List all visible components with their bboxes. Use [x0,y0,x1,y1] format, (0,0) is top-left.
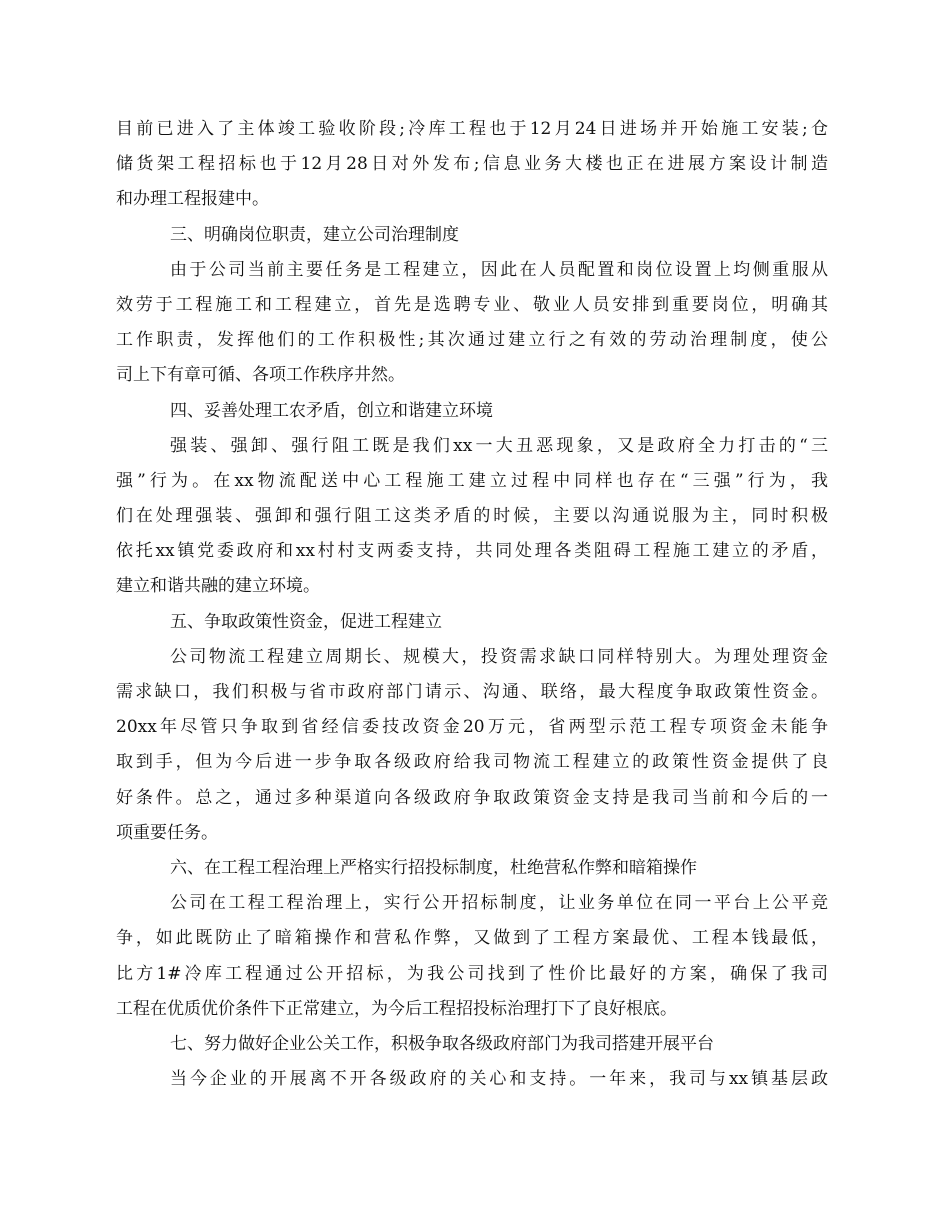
paragraph-line: 公司物流工程建立周期长、规模大，投资需求缺口同样特别大。为理处理资金 [170,646,828,667]
paragraph-line: 比方1#冷库工程通过公开招标，为我公司找到了性价比最好的方案，确保了我司 [116,963,828,984]
section-heading-7: 七、努力做好企业公关工作，积极争取各级政府部门为我司搭建开展平台 [170,1033,714,1054]
paragraph-line: 争，如此既防止了暗箱操作和营私作弊，又做到了工程方案最优、工程本钱最低， [116,928,828,949]
section-heading-3: 三、明确岗位职责，建立公司治理制度 [170,224,459,245]
paragraph-line: 由于公司当前主要任务是工程建立，因此在人员配置和岗位设置上均侧重服从 [170,259,828,280]
paragraph-line: 需求缺口，我们积极与省市政府部门请示、沟通、联络，最大程度争取政策性资金。 [116,682,828,702]
section-heading-4: 四、妥善处理工农矛盾，创立和谐建立环境 [170,400,493,421]
paragraph-line: 储货架工程招标也于12月28日对外发布;信息业务大楼也正在进展方案设计制造 [116,154,828,175]
paragraph-line: 们在处理强装、强卸和强行阻工这类矛盾的时候，主要以沟通说服为主，同时积极 [116,506,828,527]
paragraph-line: 当今企业的开展离不开各级政府的关心和支持。一年来，我司与xx镇基层政 [170,1069,828,1090]
paragraph-line: 目前已进入了主体竣工验收阶段;冷库工程也于12月24日进场并开始施工安装;仓 [116,119,828,139]
paragraph-line: 工程在优质优价条件下正常建立，为今后工程招投标治理打下了良好根底。 [116,998,677,1019]
paragraph-line: 20xx年尽管只争取到省经信委技改资金20万元，省两型示范工程专项资金未能争 [116,717,828,738]
paragraph-line: 项重要任务。 [116,822,218,843]
section-heading-6: 六、在工程工程治理上严格实行招投标制度，杜绝营私作弊和暗箱操作 [170,857,697,878]
paragraph-line: 工作职责，发挥他们的工作积极性;其次通过建立行之有效的劳动治理制度，使公 [116,330,828,351]
paragraph-line: 强装、强卸、强行阻工既是我们xx一大丑恶现象，又是政府全力打击的“三 [170,435,828,456]
paragraph-line: 效劳于工程施工和工程建立，首先是选聘专业、敬业人员安排到重要岗位，明确其 [116,294,828,315]
section-heading-5: 五、争取政策性资金，促进工程建立 [170,611,442,632]
paragraph-line: 和办理工程报建中。 [116,189,269,210]
paragraph-line: 取到手，但为今后进一步争取各级政府给我司物流工程建立的政策性资金提供了良 [116,752,828,773]
paragraph-line: 依托xx镇党委政府和xx村村支两委支持，共同处理各类阻碍工程施工建立的矛盾， [116,541,828,562]
paragraph-line: 司上下有章可循、各项工作秩序井然。 [116,365,405,386]
paragraph-line: 公司在工程工程治理上，实行公开招标制度，让业务单位在同一平台上公平竞 [170,893,828,914]
document-body [116,112,828,1097]
paragraph-line: 强”行为。在xx物流配送中心工程施工建立过程中同样也存在“三强”行为，我 [116,470,828,491]
paragraph-line: 好条件。总之，通过多种渠道向各级政府争取政策资金支持是我司当前和今后的一 [116,787,828,808]
paragraph-line: 建立和谐共融的建立环境。 [116,576,320,597]
